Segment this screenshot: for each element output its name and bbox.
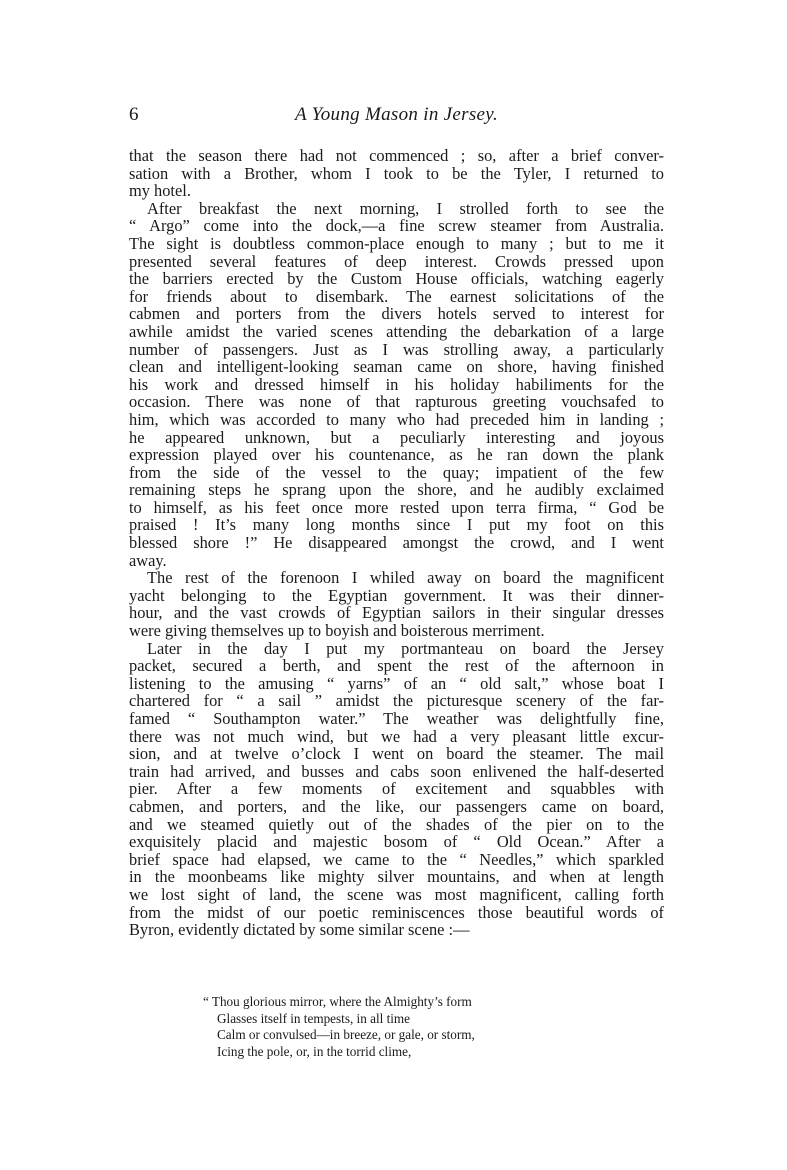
text-line: yacht belonging to the Egyptian government. It was their dinner- <box>129 585 664 605</box>
text-line: my hotel. <box>129 181 191 201</box>
text-line: sation with a Brother, whom I took to be the Tyler, I returned to <box>129 163 664 183</box>
text-line: him, which was accorded to many who had preceded him in landing ; <box>129 409 664 429</box>
text-line: for friends about to disembark. The earnest solicitations of the <box>129 286 664 306</box>
verse-line: “ Thou glorious mirror, where the Almighty’s form <box>203 994 472 1009</box>
text-line: sion, and at twelve o’clock I went on board the steamer. The mail <box>129 744 664 764</box>
text-line: blessed shore !” He disappeared amongst the crowd, and I went <box>129 533 664 553</box>
text-line: brief space had elapsed, we came to the “ Needles,” which sparkled <box>129 849 664 869</box>
text-line: were giving themselves up to boyish and boisterous merriment. <box>129 621 545 641</box>
text-line: “ Argo” come into the dock,—a fine screw steamer from Australia. <box>129 216 664 236</box>
text-line: number of passengers. Just as I was strolling away, a particularly <box>129 339 664 359</box>
text-line: Byron, evidently dictated by some similar scene :— <box>129 920 470 940</box>
page-number: 6 <box>129 104 139 125</box>
text-line: The sight is doubtless common-place enough to many ; but to me it <box>129 233 664 253</box>
text-line: awhile amidst the varied scenes attending the debarkation of a large <box>129 321 664 341</box>
body-text <box>129 147 664 939</box>
text-line: packet, secured a berth, and spent the rest of the afternoon in <box>129 656 664 676</box>
text-line: from the midst of our poetic reminiscences those beautiful words of <box>129 902 664 922</box>
text-line: train had arrived, and busses and cabs soon enlivened the half-deserted <box>129 761 664 781</box>
text-line: that the season there had not commenced ; so, after a brief conver- <box>129 146 664 165</box>
text-line: remaining steps he sprang upon the shore, and he audibly exclaimed <box>129 480 664 500</box>
text-line: there was not much wind, but we had a very pleasant little excur- <box>129 726 664 746</box>
verse-quotation <box>203 994 603 1060</box>
text-line: pier. After a few moments of excitement and squabbles with <box>129 779 664 799</box>
text-line: to himself, as his feet once more rested upon terra firma, “ God be <box>129 497 664 517</box>
text-line: After breakfast the next morning, I strolled forth to see the <box>147 198 664 218</box>
text-line: his work and dressed himself in his holiday habiliments for the <box>129 374 664 394</box>
text-line: presented several features of deep interest. Crowds pressed upon <box>129 251 664 271</box>
text-line: Later in the day I put my portmanteau on board the Jersey <box>147 638 664 658</box>
text-line: and we steamed quietly out of the shades of the pier on to the <box>129 814 664 834</box>
text-line: hour, and the vast crowds of Egyptian sailors in their singular dresses <box>129 603 664 623</box>
verse-line: Icing the pole, or, in the torrid clime, <box>217 1043 412 1059</box>
verse-line: Glasses itself in tempests, in all time <box>217 1010 411 1026</box>
text-line: from the side of the vessel to the quay; impatient of the few <box>129 462 664 482</box>
text-line: praised ! It’s many long months since I put my foot on this <box>129 515 664 535</box>
text-line: clean and intelligent-looking seaman came on shore, having finished <box>129 357 664 377</box>
page-header <box>129 104 664 130</box>
text-line: the barriers erected by the Custom House officials, watching eagerly <box>129 269 664 289</box>
text-line: cabmen and porters from the divers hotels served to interest for <box>129 304 664 324</box>
running-title: A Young Mason in Jersey. <box>294 104 498 125</box>
text-line: The rest of the forenoon I whiled away on board the magnificent <box>147 568 664 588</box>
text-line: cabmen, and porters, and the like, our passengers came on board, <box>129 796 664 816</box>
text-line: in the moonbeams like mighty silver mountains, and when at length <box>129 867 664 887</box>
text-line: occasion. There was none of that rapturous greeting vouchsafed to <box>129 392 664 412</box>
verse-line: Calm or convulsed—in breeze, or gale, or storm, <box>217 1027 475 1043</box>
text-line: exquisitely placid and majestic bosom of “ Old Ocean.” After a <box>129 832 664 852</box>
text-line: he appeared unknown, but a peculiarly interesting and joyous <box>129 427 664 447</box>
text-line: chartered for “ a sail ” amidst the picturesque scenery of the far- <box>129 691 664 711</box>
text-line: famed “ Southampton water.” The weather was delightfully fine, <box>129 709 664 728</box>
text-line: away. <box>129 550 167 570</box>
text-line: listening to the amusing “ yarns” of an “ old salt,” whose boat I <box>129 673 664 693</box>
text-line: we lost sight of land, the scene was most magnificent, calling forth <box>129 884 664 904</box>
text-line: expression played over his countenance, as he ran down the plank <box>129 445 664 465</box>
